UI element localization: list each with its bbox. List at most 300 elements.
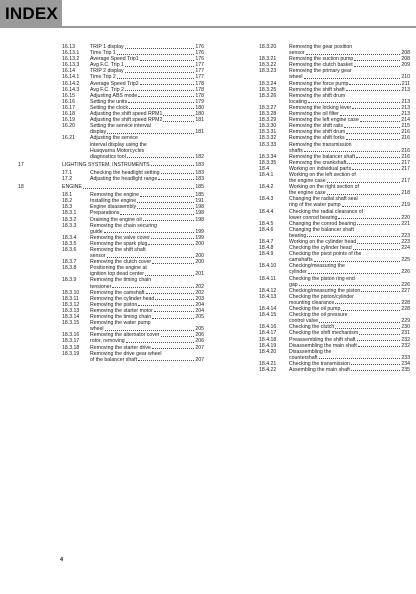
toc-entry-title: Working on the cylinder head: [289, 239, 357, 245]
toc-entry-title: Disassembling the: [289, 348, 332, 355]
toc-entry-title: Preparations: [90, 210, 120, 217]
toc-entry[interactable]: [215, 276, 410, 288]
toc-entry-title: Checking the radial clearance of: [289, 208, 364, 215]
toc-entry-number: 18.3.10: [62, 289, 80, 296]
toc-dot-leader: [126, 342, 195, 343]
toc-dot-leader: [151, 165, 195, 166]
toc-entry-title: Removing the clutch cover: [90, 259, 152, 266]
toc-entry-page: 219: [401, 202, 410, 209]
toc-entry-title: Checking the headlight setting: [90, 169, 160, 176]
toc-entry[interactable]: [215, 251, 410, 263]
toc-dot-leader: [125, 48, 195, 49]
toc-entry-number: 18.4.20: [259, 348, 277, 355]
toc-entry-number: 16.18: [62, 111, 75, 118]
toc-entry-number: 18.4.19: [259, 342, 277, 349]
toc-entry-number: 18.3.11: [62, 295, 79, 302]
toc-entry-title: wheel: [289, 74, 303, 81]
toc-entry-page: 218: [401, 190, 410, 197]
toc-entry-number: 18.4.22: [259, 366, 277, 373]
toc-entry-page: 177: [195, 68, 204, 75]
toc-dot-leader: [357, 243, 400, 244]
toc-entry[interactable]: [215, 93, 410, 105]
toc-entry[interactable]: [215, 294, 410, 306]
toc-entry-page: 233: [401, 354, 410, 361]
toc-entry-title: Removing the drive gear wheel: [90, 350, 162, 357]
toc-dot-leader: [344, 127, 400, 128]
toc-entry-title: Preassembling the shift shaft: [289, 336, 356, 343]
toc-dot-leader: [349, 84, 400, 85]
toc-entry-page: 202: [195, 289, 204, 296]
toc-entry-number: 18.4.14: [259, 306, 277, 313]
toc-dot-leader: [83, 188, 194, 189]
toc-entry-title: Removing the shift drum: [289, 92, 346, 99]
toc-entry[interactable]: [215, 44, 410, 56]
toc-entry-number: 17: [18, 161, 24, 168]
toc-entry-page: 207: [195, 356, 204, 363]
toc-entry-page: 213: [401, 98, 410, 105]
toc-entry-title: Removing the timing chain: [90, 314, 152, 321]
toc-entry-page: 217: [401, 165, 410, 172]
toc-entry-title: Checking the piston ring end: [289, 275, 355, 282]
toc-dot-leader: [138, 305, 194, 306]
toc-entry-number: 18.3.32: [259, 135, 277, 142]
toc-entry-title: gap: [289, 281, 298, 288]
toc-dot-leader: [335, 303, 400, 304]
toc-entry-title: locating: [289, 98, 307, 105]
toc-entry-number: 18.4.4: [259, 208, 274, 215]
toc-dot-leader: [143, 220, 195, 221]
toc-dot-leader: [125, 66, 194, 67]
toc-entry-page: 224: [401, 245, 410, 252]
toc-entry[interactable]: [215, 172, 410, 184]
toc-entry-page: 232: [401, 336, 410, 343]
toc-entry-title: Setting the units: [90, 98, 128, 105]
toc-entry-page: 176: [195, 56, 204, 63]
toc-entry-page: 203: [195, 295, 204, 302]
toc-dot-leader: [346, 90, 401, 91]
toc-entry-title: mounting clearance: [289, 299, 335, 306]
toc-dot-leader: [161, 173, 195, 174]
toc-entry-number: 16.16: [62, 98, 75, 105]
toc-entry[interactable]: [18, 223, 204, 235]
toc-column-right: [215, 44, 410, 373]
toc-entry-number: 18.3.23: [259, 68, 277, 75]
toc-entry-number: 18.3.16: [62, 332, 80, 339]
toc-entry-page: 225: [401, 257, 410, 264]
toc-dot-leader: [357, 340, 401, 341]
toc-dot-leader: [306, 54, 401, 55]
toc-entry-title: TRIP 2 display: [90, 68, 124, 75]
toc-entry-number: 18.3.15: [62, 320, 80, 327]
toc-entry-number: 18.3.33: [259, 141, 277, 148]
toc-entry-title: LIGHTING SYSTEM, INSTRUMENTS: [62, 161, 150, 168]
toc-entry-title: sensor: [289, 50, 305, 57]
toc-dot-leader: [338, 218, 400, 219]
toc-entry[interactable]: [18, 277, 204, 289]
toc-entry-number: 17.1: [62, 169, 73, 176]
toc-entry-number: 18.3.18: [62, 344, 80, 351]
toc-entry[interactable]: [18, 351, 204, 363]
toc-entry-page: 200: [195, 253, 204, 260]
toc-dot-leader: [361, 291, 400, 292]
toc-entry-title: Removing the engine: [90, 192, 140, 199]
toc-entry-page: 209: [401, 62, 410, 69]
toc-entry-page: 206: [195, 332, 204, 339]
toc-entry-title: Positioning the engine at: [90, 265, 147, 272]
toc-entry[interactable]: [215, 142, 410, 154]
toc-chapter-entry[interactable]: [18, 162, 204, 168]
toc-entry-page: 217: [401, 178, 410, 185]
toc-entry-title: Removing the cylinder head: [90, 295, 155, 302]
toc-entry-number: 16.19: [62, 117, 75, 124]
toc-entry-page: 202: [195, 283, 204, 290]
toc-entry-page: 183: [195, 175, 204, 182]
toc-entry-number: 18.3.19: [62, 350, 80, 357]
toc-entry-number: 18.3: [62, 204, 73, 211]
toc-entry-number: 18.3.6: [62, 247, 77, 253]
toc-entry-number: 18.4.1: [259, 171, 274, 178]
toc-entry-title: ring of the water pump: [289, 202, 341, 209]
toc-entry-page: 199: [195, 228, 204, 235]
toc-entry-number: 18.3.25: [259, 86, 277, 93]
toc-entry-title: Removing the shift shaft: [289, 86, 345, 93]
toc-entry[interactable]: [18, 176, 204, 182]
toc-entry-number: 18.3.8: [62, 265, 77, 272]
toc-entry-page: 181: [195, 117, 204, 124]
toc-dot-leader: [357, 224, 400, 225]
toc-entry-page: 176: [195, 44, 204, 50]
toc-dot-leader: [140, 84, 195, 85]
toc-dot-leader: [151, 238, 195, 239]
toc-entry-number: 16.14.3: [62, 86, 80, 93]
toc-entry-title: Assembling the main shaft: [289, 366, 350, 373]
toc-entry-title: Removing the suction pump: [289, 56, 354, 63]
toc-entry-title: Checking the shift mechanism: [289, 330, 359, 337]
toc-dot-leader: [351, 364, 401, 365]
toc-entry-page: 226: [401, 269, 410, 276]
toc-entry[interactable]: [215, 367, 410, 373]
toc-entry-number: 18: [18, 184, 24, 191]
toc-entry-page: 207: [195, 344, 204, 351]
toc-dot-leader: [304, 78, 401, 79]
toc-entry-page: 198: [195, 210, 204, 217]
toc-entry-number: 16.14: [62, 68, 75, 75]
toc-entry-page: 234: [401, 360, 410, 367]
toc-entry-page: 201: [195, 271, 204, 278]
toc-entry-title: Avg F.C. Trip 1: [90, 62, 124, 69]
toc-entry-page: 205: [195, 314, 204, 321]
toc-entry-title: cylinder: [289, 269, 307, 276]
toc-entry-title: Removing the shift forks: [289, 135, 345, 142]
toc-entry-number: 18.3.21: [259, 56, 277, 63]
toc-dot-leader: [112, 287, 194, 288]
toc-entry[interactable]: [215, 184, 410, 196]
toc-entry-page: 235: [401, 366, 410, 373]
toc-entry-number: 18.2: [62, 198, 73, 205]
toc-entry[interactable]: [215, 68, 410, 80]
toc-dot-leader: [319, 358, 401, 359]
toc-entry-title: Checking the clutch: [289, 324, 335, 331]
toc-entry-title: Checking/measuring the piston: [289, 287, 361, 294]
toc-entry-number: 16.21: [62, 135, 75, 142]
toc-chapter-entry[interactable]: [18, 184, 204, 190]
toc-entry-title: Checking the pivot points of the: [289, 251, 362, 258]
toc-entry-title: lower conrod bearing: [289, 214, 338, 221]
header-rule: [62, 26, 416, 28]
toc-dot-leader: [354, 66, 401, 67]
toc-entry[interactable]: [215, 349, 410, 361]
toc-entry-title: Removing the shift rails: [289, 123, 343, 130]
toc-entry-title: guide: [90, 228, 103, 235]
toc-entry-page: 204: [195, 301, 204, 308]
toc-dot-leader: [125, 90, 194, 91]
toc-entry-page: 177: [195, 74, 204, 81]
toc-entry-number: 18.3.17: [62, 338, 80, 345]
toc-dot-leader: [127, 157, 195, 158]
toc-entry-number: 18.3.31: [259, 129, 277, 136]
toc-entry-title: Adjusting ABS mode: [90, 92, 138, 99]
toc-entry[interactable]: [18, 265, 204, 277]
page-title: INDEX: [5, 4, 58, 23]
toc-dot-leader: [342, 206, 401, 207]
toc-entry-number: 18.3.5: [62, 240, 77, 247]
toc-entry-number: 18.3.28: [259, 111, 277, 118]
toc-dot-leader: [346, 133, 400, 134]
toc-dot-leader: [314, 261, 401, 262]
toc-column-left: [18, 44, 204, 363]
toc-dot-leader: [163, 121, 194, 122]
toc-entry-number: 18.4.18: [259, 336, 277, 343]
toc-entry-page: 216: [401, 153, 410, 160]
toc-entry-page: 199: [195, 234, 204, 241]
toc-entry[interactable]: [215, 263, 410, 275]
toc-entry-number: 18.3.30: [259, 123, 277, 130]
toc-entry-title: Husqvarna Motorcycles: [90, 147, 145, 154]
toc-dot-leader: [117, 54, 195, 55]
toc-entry-number: 18.1: [62, 192, 73, 199]
toc-entry-page: 181: [195, 129, 204, 136]
toc-entry-title: control valve: [289, 318, 319, 325]
toc-dot-leader: [128, 102, 194, 103]
toc-entry-title: Checking/measuring the: [289, 263, 345, 270]
toc-dot-leader: [125, 72, 195, 73]
toc-entry-number: 16.13.2: [62, 56, 80, 63]
toc-entry-number: 16.14.2: [62, 80, 80, 87]
toc-entry-title: Removing the timing chain: [90, 277, 152, 284]
toc-dot-leader: [140, 196, 194, 197]
toc-entry-page: 180: [195, 104, 204, 111]
page-number: 4: [60, 557, 64, 563]
toc-dot-leader: [341, 310, 400, 311]
toc-entry-page: 183: [195, 169, 204, 176]
toc-dot-leader: [129, 108, 194, 109]
toc-entry-title: Removing the starter drive: [90, 344, 151, 351]
toc-entry-title: Checking the cylinder head: [289, 245, 352, 252]
toc-entry-page: 228: [401, 306, 410, 313]
toc-entry-title: Checking the oil pressure: [289, 312, 348, 319]
toc-entry-page: 213: [401, 104, 410, 111]
toc-entry-title: Removing the locking lever: [289, 104, 352, 111]
toc-entry-title: the engine case: [289, 178, 326, 185]
toc-entry-page: 176: [195, 50, 204, 57]
toc-entry-number: 18.3.26: [259, 92, 277, 99]
toc-entry-title: Removing the primary gear: [289, 68, 352, 75]
toc-entry-title: Draining the engine oil: [90, 216, 142, 223]
toc-entry-number: 18.4.7: [259, 239, 274, 245]
toc-entry-title: Adjusting the shift speed RPM1: [90, 111, 163, 118]
toc-dot-leader: [335, 328, 400, 329]
toc-entry-number: 18.4.15: [259, 312, 277, 319]
toc-entry-page: 216: [401, 147, 410, 154]
toc-entry-number: 18.4.16: [259, 324, 277, 331]
toc-entry-title: Removing the piston: [90, 301, 138, 308]
toc-entry-title: Removing the crankshaft: [289, 159, 347, 166]
toc-dot-leader: [359, 334, 400, 335]
toc-dot-leader: [148, 244, 194, 245]
toc-entry-number: 18.4.11: [259, 275, 276, 282]
toc-entry-title: Removing the gear position: [289, 44, 353, 50]
toc-entry-number: 18.4.17: [259, 330, 277, 337]
toc-dot-leader: [319, 322, 400, 323]
toc-entry-number: 16.14.1: [62, 74, 80, 81]
toc-dot-leader: [304, 151, 401, 152]
toc-entry-number: 18.4.8: [259, 245, 274, 252]
toc-entry-page: 198: [195, 216, 204, 223]
toc-entry-title: Engine disassembly: [90, 204, 137, 211]
toc-entry[interactable]: [215, 227, 410, 239]
toc-entry-page: 183: [195, 161, 204, 168]
toc-entry-page: 216: [401, 129, 410, 136]
toc-entry-page: 221: [401, 220, 410, 227]
toc-entry-page: 204: [195, 307, 204, 314]
toc-entry-page: 177: [195, 62, 204, 69]
toc-entry-number: 18.3.20: [259, 44, 277, 50]
toc-dot-leader: [356, 157, 400, 158]
toc-entry-number: 18.3.9: [62, 277, 77, 284]
toc-entry-title: Changing the conrod bearing: [289, 220, 356, 227]
toc-entry-title: Setting the service interval: [90, 123, 151, 130]
toc-dot-leader: [308, 102, 400, 103]
toc-dot-leader: [138, 96, 194, 97]
toc-dot-leader: [347, 163, 400, 164]
toc-entry-page: 227: [401, 287, 410, 294]
toc-entry-number: 18.3.12: [62, 301, 80, 308]
toc-entry-title: Working on the left section of: [289, 171, 356, 178]
toc-entry-page: 230: [401, 324, 410, 331]
toc-dot-leader: [137, 208, 194, 209]
toc-entry[interactable]: [18, 320, 204, 332]
toc-dot-leader: [327, 182, 401, 183]
toc-entry-title: Working on individual parts: [289, 165, 352, 172]
toc-entry-title: Adjusting the shift speed RPM2: [90, 117, 163, 124]
toc-entry-page: 231: [401, 330, 410, 337]
toc-entry[interactable]: [215, 312, 410, 324]
toc-entry-page: 229: [401, 318, 410, 325]
toc-entry-number: 18.4.6: [259, 226, 274, 233]
toc-entry-page: 180: [195, 111, 204, 118]
toc-dot-leader: [346, 139, 401, 140]
toc-dot-leader: [353, 249, 401, 250]
toc-entry-title: Average Speed Trip2: [90, 80, 139, 87]
toc-entry-title: Removing the oil filter: [289, 111, 339, 118]
toc-entry-page: 178: [195, 86, 204, 93]
toc-entry-page: 198: [195, 204, 204, 211]
toc-entry-page: 214: [401, 117, 410, 124]
toc-entry-page: 211: [401, 80, 410, 87]
toc-entry[interactable]: [18, 135, 204, 159]
toc-entry-page: 213: [401, 111, 410, 118]
toc-dot-leader: [354, 60, 400, 61]
toc-entry-title: sensor: [90, 253, 106, 260]
toc-dot-leader: [152, 263, 194, 264]
toc-entry-title: ENGINE: [62, 184, 82, 191]
toc-entry-page: 178: [195, 92, 204, 99]
toc-entry-number: 18.3.1: [62, 210, 77, 217]
toc-dot-leader: [308, 273, 400, 274]
toc-entry-number: 18.4.5: [259, 220, 274, 227]
toc-entry-number: 18.3.4: [62, 234, 77, 241]
toc-entry-page: 200: [195, 240, 204, 247]
toc-entry-title: TRIP 1 display: [90, 44, 124, 50]
toc-entry-title: Adjusting the headlight range: [90, 175, 158, 182]
toc-dot-leader: [352, 108, 400, 109]
toc-entry-number: 16.20: [62, 123, 75, 130]
toc-entry[interactable]: [215, 209, 410, 221]
toc-dot-leader: [140, 60, 195, 61]
toc-entry-page: 182: [195, 153, 204, 160]
toc-entry-title: Checking the oil pump: [289, 306, 341, 313]
toc-dot-leader: [107, 257, 195, 258]
toc-entry[interactable]: [215, 196, 410, 208]
toc-entry-page: 208: [401, 56, 410, 63]
toc-entry-number: 18.3.7: [62, 259, 77, 266]
toc-entry-title: Removing the balancer shaft: [289, 153, 356, 160]
toc-entry-number: 18.4.2: [259, 184, 274, 191]
toc-entry-title: Average Speed Trip1: [90, 56, 139, 63]
toc-entry[interactable]: [18, 123, 204, 135]
toc-entry-number: 18.4.21: [259, 360, 277, 367]
toc-dot-leader: [340, 115, 400, 116]
toc-dot-leader: [163, 115, 194, 116]
toc-entry-number: 18.3.22: [259, 62, 277, 69]
toc-entry-page: 213: [401, 86, 410, 93]
toc-entry-page: 216: [401, 135, 410, 142]
toc-entry-title: Removing the force pump: [289, 80, 349, 87]
toc-entry-title: Removing the valve cover: [90, 234, 150, 241]
toc-entry-title: Removing the transmission: [289, 141, 352, 148]
toc-dot-leader: [152, 318, 194, 319]
toc-entry-title: Changing the balancer shaft: [289, 226, 354, 233]
toc-entry-page: 191: [195, 198, 204, 205]
toc-entry-page: 223: [401, 232, 410, 239]
toc-entry-title: Avg F.C. Trip 2: [90, 86, 124, 93]
toc-entry-number: 18.4.12: [259, 287, 277, 294]
toc-entry-number: 16.13.3: [62, 62, 80, 69]
toc-entry-page: 205: [195, 326, 204, 333]
toc-entry-number: 18.3.35: [259, 159, 277, 166]
toc-entry-title: Time Trip 1: [90, 50, 116, 57]
toc-entry[interactable]: [18, 247, 204, 259]
toc-entry-title: Removing the starter motor: [90, 307, 153, 314]
toc-dot-leader: [158, 179, 194, 180]
toc-dot-leader: [358, 346, 401, 347]
toc-dot-leader: [120, 214, 194, 215]
toc-entry-title: Working on the right section of: [289, 184, 359, 191]
toc-entry-number: 18.3.24: [259, 80, 277, 87]
toc-dot-leader: [117, 78, 195, 79]
toc-entry-number: 18.3.14: [62, 314, 80, 321]
toc-entry-number: 18.3.2: [62, 216, 77, 223]
